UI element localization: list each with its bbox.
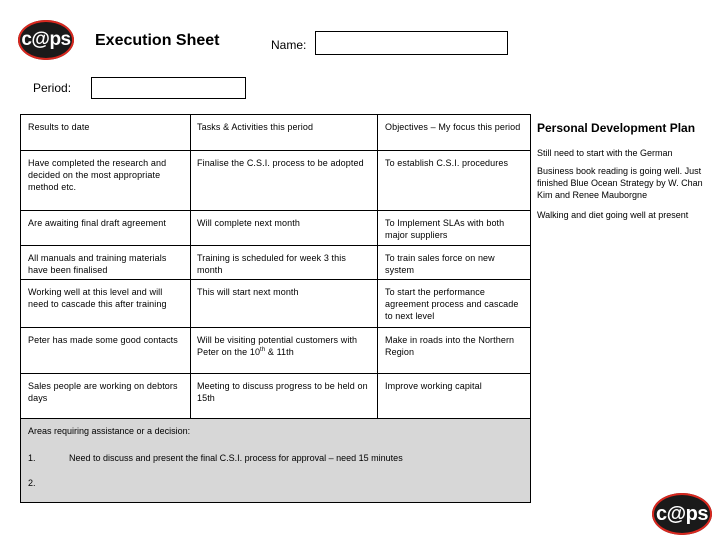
name-field[interactable] <box>315 31 508 55</box>
table-cell: Meeting to discuss progress to be held on 15th <box>191 374 378 419</box>
visit-text-before: Will be visiting potential customers with Peter on the 10 <box>197 335 358 357</box>
table-cell: Sales people are working on debtors days <box>21 374 191 419</box>
table-cell: Are awaiting final draft agreement <box>21 211 191 246</box>
table-cell: This will start next month <box>191 280 378 328</box>
execution-table <box>20 114 531 503</box>
table-cell: To Implement SLAs with both major suppliers <box>378 211 530 246</box>
column-header-results: Results to date <box>21 115 191 151</box>
pdp-note: Still need to start with the German <box>537 148 673 158</box>
table-cell-visit-dates <box>191 328 378 374</box>
column-header-tasks: Tasks & Activities this period <box>191 115 378 151</box>
pdp-note: Walking and diet going well at present <box>537 210 689 220</box>
table-cell: Finalise the C.S.I. process to be adopted <box>191 151 378 211</box>
pdp-note: Business book reading is going well. Just finished Blue Ocean Strategy by W. Chan Kim and Renee Mauborgne <box>537 166 703 200</box>
assistance-heading: Areas requiring assistance or a decision: <box>28 426 191 436</box>
column-header-objectives: Objectives – My focus this period <box>378 115 530 151</box>
page-title: Execution Sheet <box>95 32 220 49</box>
table-cell: Peter has made some good contacts <box>21 328 191 374</box>
assistance-item-text: Need to discuss and present the final C.S.I. process for approval – need 15 minutes <box>69 453 403 463</box>
logo-text: c@ps <box>21 29 71 50</box>
table-cell: Training is scheduled for week 3 this month <box>191 246 378 280</box>
assistance-item-number: 2. <box>28 478 36 488</box>
table-cell: To start the performance agreement process and cascade to next level <box>378 280 530 328</box>
table-cell: Make in roads into the Northern Region <box>378 328 530 374</box>
name-label: Name: <box>271 38 307 52</box>
personal-development-title: Personal Development Plan <box>537 121 696 135</box>
personal-development-notes <box>537 147 705 229</box>
assistance-item <box>28 477 69 489</box>
table-cell: Have completed the research and decided on the most appropriate method etc. <box>21 151 191 211</box>
table-cell: Working well at this level and will need to cascade this after training <box>21 280 191 328</box>
assistance-item <box>28 452 403 464</box>
visit-text-sup: th <box>260 347 266 353</box>
assistance-item-number: 1. <box>28 453 36 463</box>
period-field[interactable] <box>91 77 246 99</box>
logo-text: c@ps <box>656 502 708 525</box>
table-cell: Improve working capital <box>378 374 530 419</box>
period-label: Period: <box>33 81 72 95</box>
table-cell: To establish C.S.I. procedures <box>378 151 530 211</box>
visit-text-after: & 11th <box>265 347 294 357</box>
table-cell: Will complete next month <box>191 211 378 246</box>
logo-ring <box>652 493 712 535</box>
table-cell: To train sales force on new system <box>378 246 530 280</box>
caps-logo <box>18 20 74 60</box>
table-cell: All manuals and training materials have been finalised <box>21 246 191 280</box>
caps-logo-footer <box>652 493 712 535</box>
logo-ring <box>18 20 74 60</box>
assistance-section <box>21 419 530 502</box>
